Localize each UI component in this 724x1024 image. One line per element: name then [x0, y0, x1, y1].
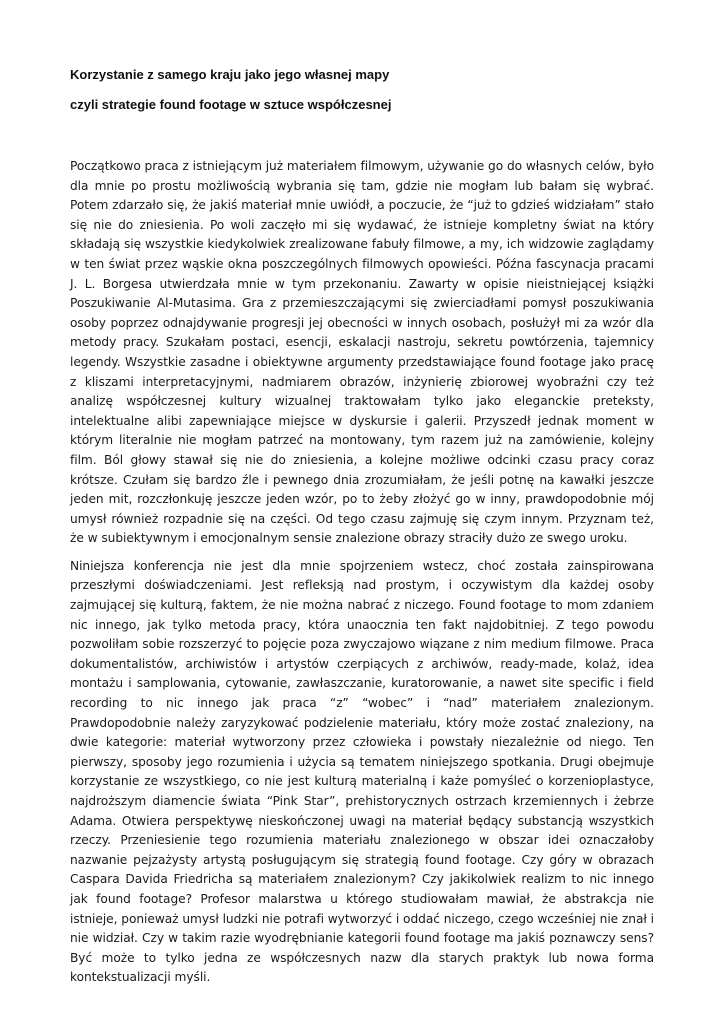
body-paragraph: Niniejsza konferencja nie jest dla mnie spojrzeniem wstecz, choć została zainspirowana przeszłymi doświadczeniami. Jest refleksją nad prostym, i oczywistym dla każdej osoby zajmującej się kulturą, faktem, że nie można nabrać z niczego. Found footage to mom zdaniem nic innego, jak tylko metoda pracy, która unaocznia ten fakt najdobitniej. Z tego powodu pozwoliłam sobie rozszerzyć to pojęcie poza zwyczajowo wiązane z nim medium filmowe. Praca dokumentalistów, archiwistów i artystów czerpiących z archiwów, ready-made, kolaż, idea montażu i samplowania, cytowanie, zawłaszczanie, kuratorowanie, a nawet site specific i field recording to nic innego jak praca “z” “wobec” i “nad” materiałem znalezionym. Prawdopodobnie należy zaryzykować podzielenie materiału, który może zostać znaleziony, na dwie kategorie: materiał wytworzony przez człowieka i powstały niezależnie od niego. Ten pierwszy, sposoby jego rozumienia i użycia są tematem niniejszego spotkania. Drugi obejmuje korzystanie ze wszystkiego, co nie jest kulturą materialną i każe pomyśleć o korzenioplastyce, najdroższym diamencie świata “Pink Star”, prehistorycznych ostrzach krzemiennych i żebrze Adama. Otwiera perspektywę nieskończonej uwagi na materiał będący substancją wszystkich rzeczy. Przeniesienie tego rozumienia materiału znalezionego w obszar idei oznaczałoby nazwanie pejzażysty artystą posługującym się strategią found footage. Czy góry w obrazach Caspara Davida Friedricha są materiałem znalezionym? Czy jakikolwiek realizm to nic innego jak found footage? Profesor malarstwa u którego studiowałam mawiał, że abstrakcja nie istnieje, ponieważ umysł ludzki nie potrafi wytworzyć i oddać niczego, czego wcześniej nie znał i nie widział. Czy w takim razie wyodrębnianie kategorii found footage ma jakiś poznawczy sens? Być może to tylko jedna ze współczesnych nazw dla starych praktyk lub nowa forma kontekstualizacji myśli.	[70, 558, 654, 985]
body-paragraph: Początkowo praca z istniejącym już materiałem filmowym, używanie go do własnych celów, było dla mnie po prostu możliwością wybrania się tam, gdzie nie mogłam lub bałam się wybrać. Potem zdarzało się, że jakiś materiał mnie uwiódł, a poczucie, że “już to gdzieś widziałam” stało się nie do zniesienia. Po woli zaczęło mi się wydawać, że istnieje kompletny świat na który składają się wszystkie kiedykolwiek zrealizowane fabuły filmowe, a my, ich widzowie zaglądamy w ten świat przez wąskie okna poszczególnych filmowych opowieści. Późna fascynacja pracami J. L. Borgesa utwierdzała mnie w tym przekonaniu. Zawarty w opisie nieistniejącej książki Poszukiwanie Al-Mutasima. Gra z przemieszczającymi się zwierciadłami pomysł poszukiwania osoby poprzez odnajdywanie progresji jej obecności w innych osobach, posłużył mi za wzór dla metody pracy. Szukałam postaci, esencji, eskalacji nastroju, sekretu powtórzenia, tajemnicy legendy. Wszystkie zasadne i obiektywne argumenty przedstawiające found footage jako pracę z kliszami interpretacyjnymi, nadmiarem obrazów, inżynierię zbiorowej wyobraźni czy też analizę współczesnej kultury wizualnej traktowałam tylko jako eleganckie preteksty, intelektualne alibi zapewniające miejsce w dyskursie i galerii. Przyszedł jednak moment w którym literalnie nie mogłam patrzeć na montowany, tym razem już na zamówienie, kolejny film. Ból głowy stawał się nie do zniesienia, a kolejne możliwe odcinki czasu pracy coraz krótsze. Czułam się bardzo źle i pewnego dnia zrozumiałam, że jeśli potnę na kawałki jeszcze jeden mit, rozczłonkuję jeszcze jeden wzór, po to żeby złożyć go w inny, prawdopodobnie mój umysł również rozpadnie się na części. Od tego czasu zajmuję się czym innym. Przyznam też, że w subiektywnym i emocjonalnym sensie znalezione obrazy straciły dużo ze swego uroku.	[70, 159, 654, 546]
document-body	[70, 157, 654, 988]
document-subtitle: czyli strategie found footage w sztuce współczesnej	[70, 97, 392, 112]
document-title: Korzystanie z samego kraju jako jego własnej mapy	[70, 67, 390, 82]
